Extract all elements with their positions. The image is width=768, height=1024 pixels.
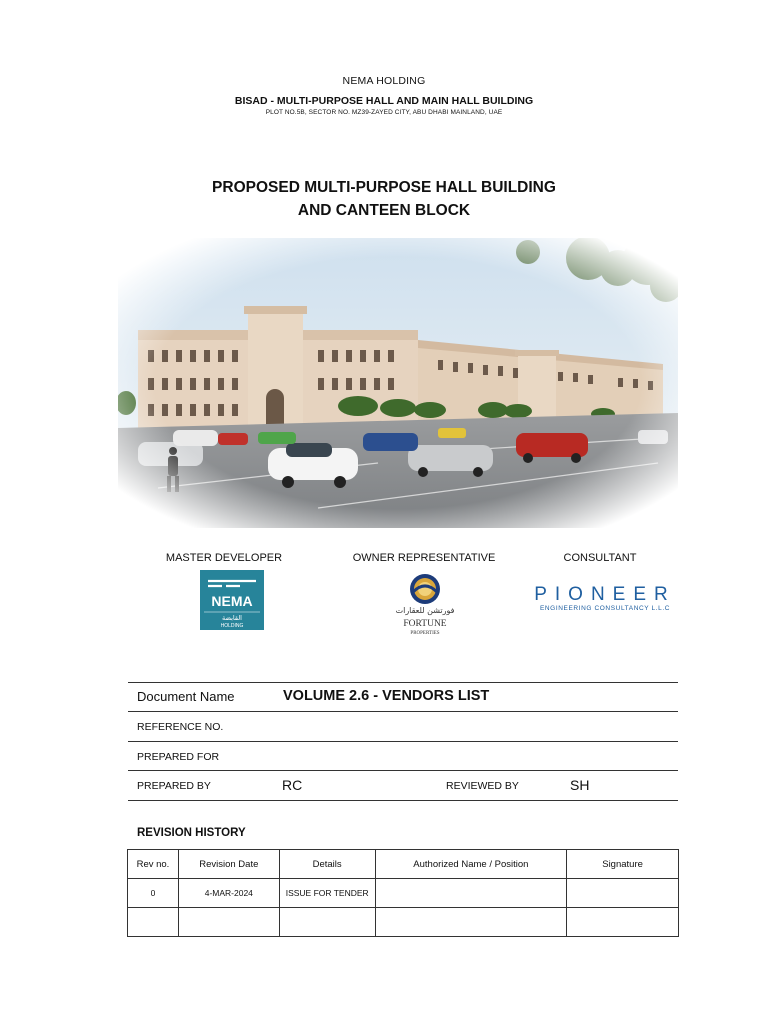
master-developer-label: MASTER DEVELOPER [165, 552, 283, 564]
nema-logo-holding: HOLDING [220, 623, 244, 629]
fortune-logo-properties: PROPERTIES [410, 631, 440, 636]
cell-signature [567, 879, 679, 908]
fortune-properties-logo [385, 572, 465, 638]
plot-address: PLOT NO.5B, SECTOR NO. MZ39-ZAYED CITY, ABU DHABI MAINLAND, UAE [265, 109, 503, 116]
cell-rev-no [128, 908, 179, 937]
pioneer-engineering-logo [535, 583, 675, 615]
building-rendering [118, 238, 678, 528]
reference-no-row [128, 712, 678, 742]
consultant-label: CONSULTANT [563, 552, 637, 564]
document-name-value: VOLUME 2.6 - VENDORS LIST [283, 688, 490, 704]
document-info-table [128, 682, 678, 801]
col-authorized-name: Authorized Name / Position [375, 850, 567, 879]
revision-history-table [127, 849, 679, 937]
title-line-1: PROPOSED MULTI-PURPOSE HALL BUILDING [212, 179, 556, 196]
col-signature: Signature [567, 850, 679, 879]
cell-revision-date: 4-MAR-2024 [178, 879, 279, 908]
document-name-row [128, 683, 678, 712]
pioneer-logo-text: PIONEER [535, 584, 675, 605]
nema-logo-arabic: القابضة [222, 614, 242, 622]
reviewed-by-value: SH [570, 777, 590, 793]
prepared-for-label: PREPARED FOR [137, 750, 220, 763]
document-name-label: Document Name [137, 689, 235, 704]
col-revision-date: Revision Date [178, 850, 279, 879]
nema-holding-logo [200, 570, 264, 630]
organization-name: NEMA HOLDING [342, 75, 426, 87]
table-row [128, 879, 679, 908]
cell-details [279, 908, 375, 937]
prepared-by-label: PREPARED BY [137, 780, 211, 792]
reference-no-label: REFERENCE NO. [137, 721, 224, 733]
prepared-by-value: RC [282, 777, 303, 793]
cell-authorized-name [375, 908, 567, 937]
cell-revision-date [178, 908, 279, 937]
project-name: BISAD - MULTI-PURPOSE HALL AND MAIN HALL BUILDING [234, 95, 534, 107]
revision-history-heading: REVISION HISTORY [137, 827, 246, 839]
owner-representative-label: OWNER REPRESENTATIVE [352, 552, 496, 564]
prepared-by-row [128, 771, 678, 801]
reviewed-by-label: REVIEWED BY [446, 780, 519, 792]
fortune-logo-arabic: فورتشن للعقارات [395, 606, 455, 615]
title-line-2: AND CANTEEN BLOCK [297, 202, 471, 219]
prepared-for-row [128, 742, 678, 772]
cell-signature [567, 908, 679, 937]
col-rev-no: Rev no. [128, 850, 179, 879]
fortune-logo-text: FORTUNE [403, 619, 447, 629]
pioneer-logo-subtitle: ENGINEERING CONSULTANCY L.L.C [539, 605, 671, 612]
revision-header-row [128, 850, 679, 879]
document-title [0, 176, 768, 222]
cell-rev-no: 0 [128, 879, 179, 908]
nema-logo-text: NEMA [211, 593, 253, 609]
cell-authorized-name [375, 879, 567, 908]
col-details: Details [279, 850, 375, 879]
cell-details: ISSUE FOR TENDER [279, 879, 375, 908]
table-row [128, 908, 679, 937]
